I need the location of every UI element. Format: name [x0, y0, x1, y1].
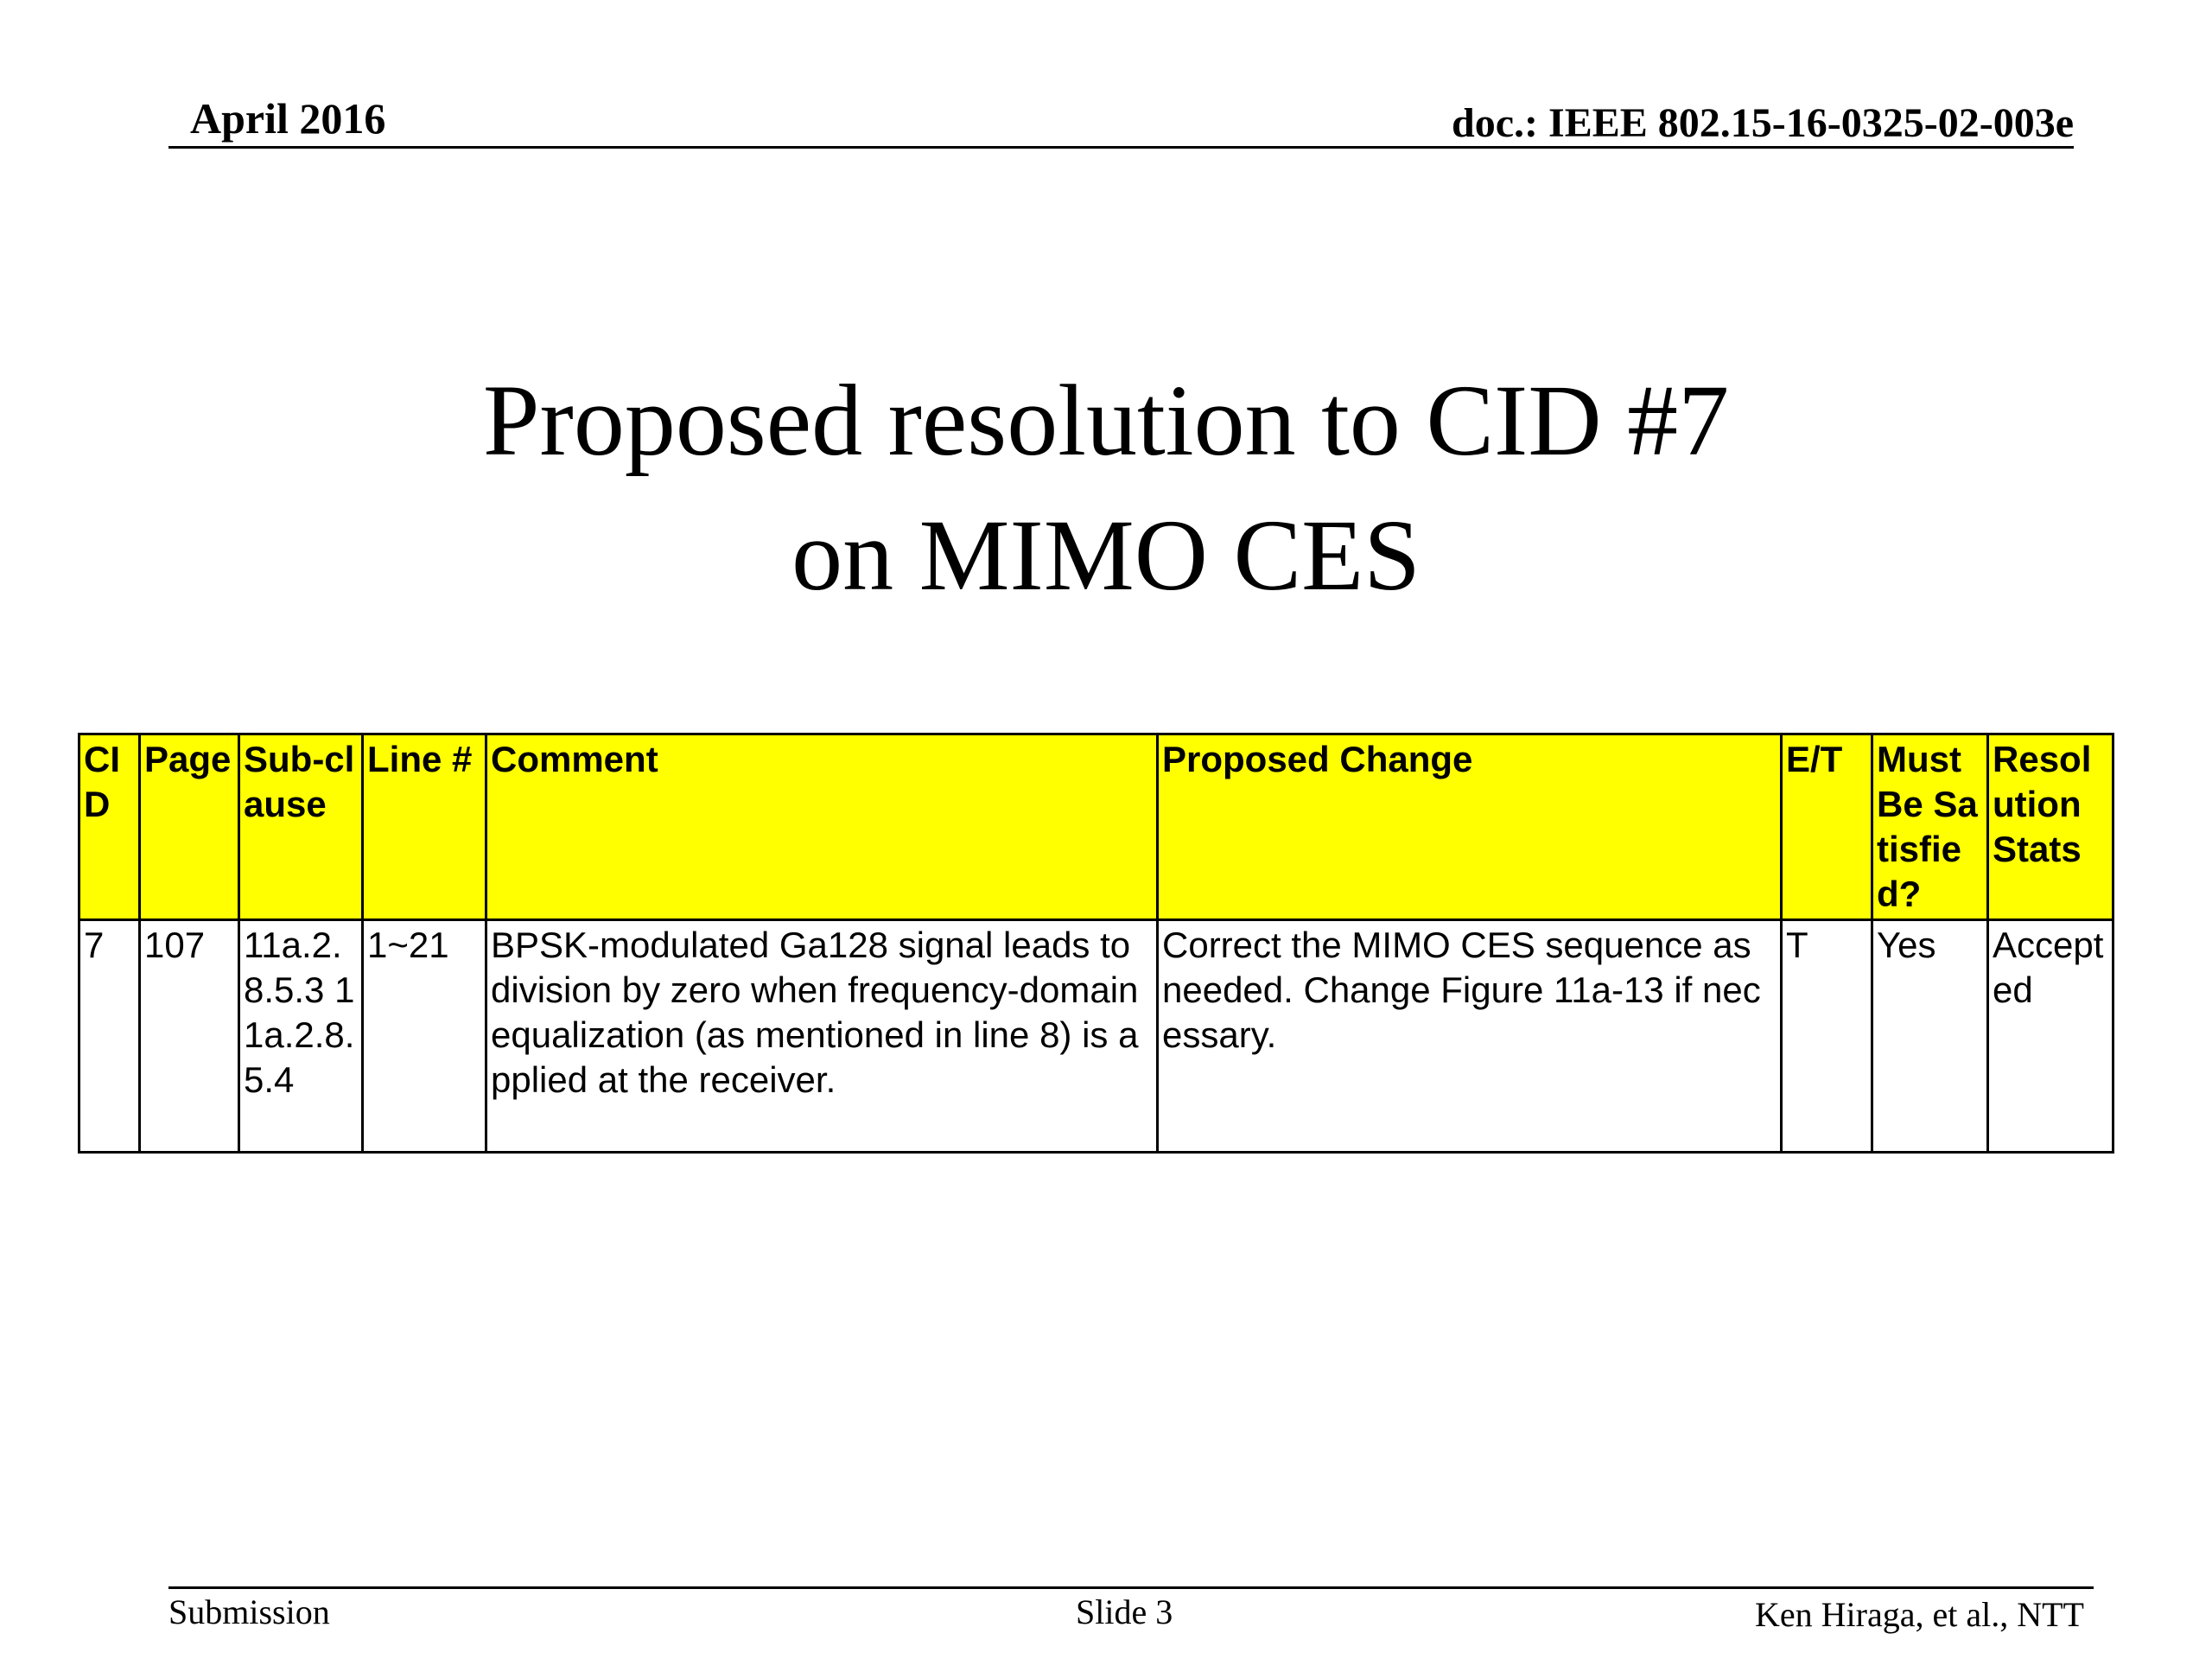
slide-title: [0, 353, 2212, 623]
table-header-row: [79, 734, 2113, 920]
header-proposed-change: Proposed Change: [1158, 734, 1782, 920]
header-et: E/T: [1782, 734, 1872, 920]
footer-authors: Ken Hiraga, et al., NTT: [1755, 1595, 2084, 1634]
cell-resolution-stats: Accepted: [1988, 920, 2113, 1153]
cell-page: 107: [140, 920, 239, 1153]
cell-comment: BPSK-modulated Ga128 signal leads to division by zero when frequency-domain equalization (as mentioned in line 8) is applied at the receiver.: [486, 920, 1158, 1153]
header-resolution-stats: Resolution Stats: [1988, 734, 2113, 920]
cell-proposed-change: Correct the MIMO CES sequence as needed. Change Figure 11a-13 if necessary.: [1158, 920, 1782, 1153]
cell-cid: 7: [79, 920, 140, 1153]
header-line: Line #: [363, 734, 486, 920]
footer-divider: [168, 1586, 2094, 1589]
header-comment: Comment: [486, 734, 1158, 920]
cell-et: T: [1782, 920, 1872, 1153]
header-page: Page: [140, 734, 239, 920]
footer-submission: Submission: [168, 1592, 330, 1631]
header-doc-id: doc.: IEEE 802.15-16-0325-02-003e: [1452, 100, 2074, 146]
slide-title-line-2: on MIMO CES: [791, 499, 1421, 613]
comment-resolution-table: [78, 733, 2114, 1154]
header-date: April 2016: [190, 94, 386, 143]
header-divider: [168, 146, 2074, 149]
footer-slide-number: Slide 3: [1076, 1592, 1173, 1631]
cell-line: 1~21: [363, 920, 486, 1153]
header-cid: CID: [79, 734, 140, 920]
header-must-be-satisfied: Must Be Satisfied?: [1872, 734, 1988, 920]
header-subclause: Sub-clause: [239, 734, 363, 920]
slide-title-line-1: Proposed resolution to CID #7: [482, 364, 1730, 478]
table-row: [79, 920, 2113, 1153]
cell-must-be-satisfied: Yes: [1872, 920, 1988, 1153]
cell-subclause: 11a.2.8.5.3 11a.2.8.5.4: [239, 920, 363, 1153]
